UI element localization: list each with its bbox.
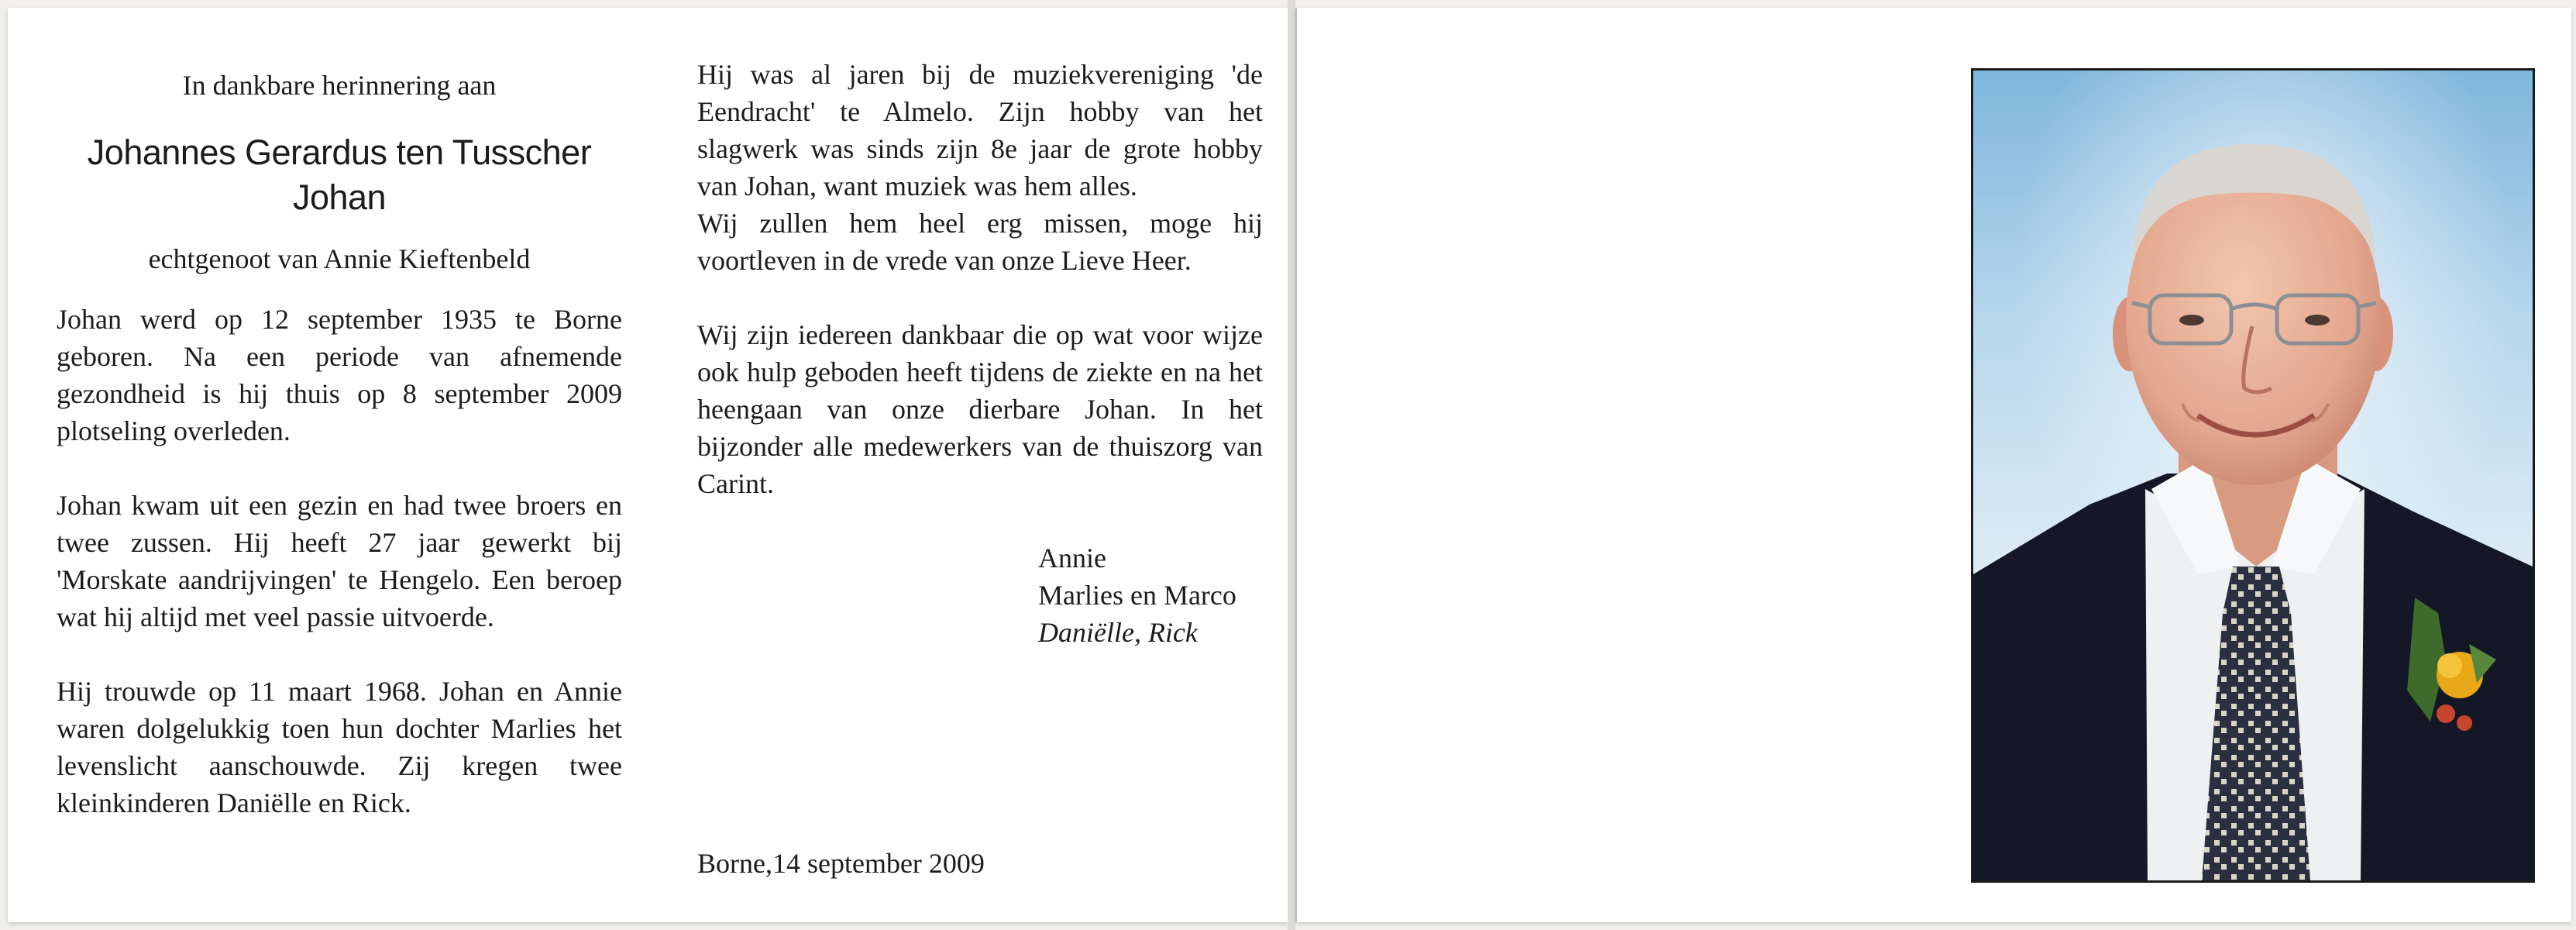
deceased-call-name: Johan [292, 177, 387, 217]
signer-name: Marlies en Marco [1038, 580, 1236, 611]
biography-paragraph-birth: Johan werd op 12 september 1935 te Borne geboren. Na een periode van afnemende gezondheid is hij thuis op 8 september 2009 plotseling overleden. [57, 304, 622, 446]
deceased-full-name: Johannes Gerardus ten Tusscher [87, 133, 592, 172]
card-inner-spread [8, 8, 1289, 922]
thanks-paragraph: Wij zijn iedereen dankbaar die op wat voor wijze ook hulp geboden heeft tijdens de ziekte en na het heengaan van onze dierbare Johan. In het bijzonder alle medewerkers van de thuiszorg van Carint. [697, 319, 1263, 499]
biography-paragraph-marriage: Hij trouwde op 11 maart 1968. Johan en Annie waren dolgelukkig toen hun dochter Marlies het levenslicht aanschouwde. Zij kregen twee kleinkinderen Daniëlle en Rick. [57, 676, 622, 818]
biography-paragraph-family: Johan kwam uit een gezin en had twee broers en twee zussen. Hij heeft 27 jaar gewerkt bij 'Morskate aandrijvingen' te Hengelo. Een beroep wat hij altijd met veel passie uitvoerde. [57, 490, 622, 632]
signer-name: Daniëlle, Rick [1038, 617, 1198, 648]
card-fold [1288, 0, 1295, 930]
signer-name: Annie [1038, 542, 1106, 574]
biography-paragraph-music: Hij was al jaren bij de muziekvereniging 'de Eendracht' te Almelo. Zijn hobby van het slagwerk was sinds zijn 8e jaar de grote hobby van Johan, want muziek was hem alles. [697, 59, 1263, 202]
memorial-intro: In dankbare herinnering aan [182, 70, 497, 101]
farewell-paragraph: Wij zullen hem heel erg missen, moge hij voortleven in de vrede van onze Lieve Heer. [697, 208, 1263, 276]
spouse-line: echtgenoot van Annie Kieftenbeld [148, 243, 531, 274]
place-and-date: Borne,14 september 2009 [697, 848, 985, 879]
text-column-left [57, 56, 622, 822]
portrait-photo [1971, 68, 2535, 883]
signers-block [1038, 539, 1263, 651]
text-column-middle [697, 56, 1263, 879]
